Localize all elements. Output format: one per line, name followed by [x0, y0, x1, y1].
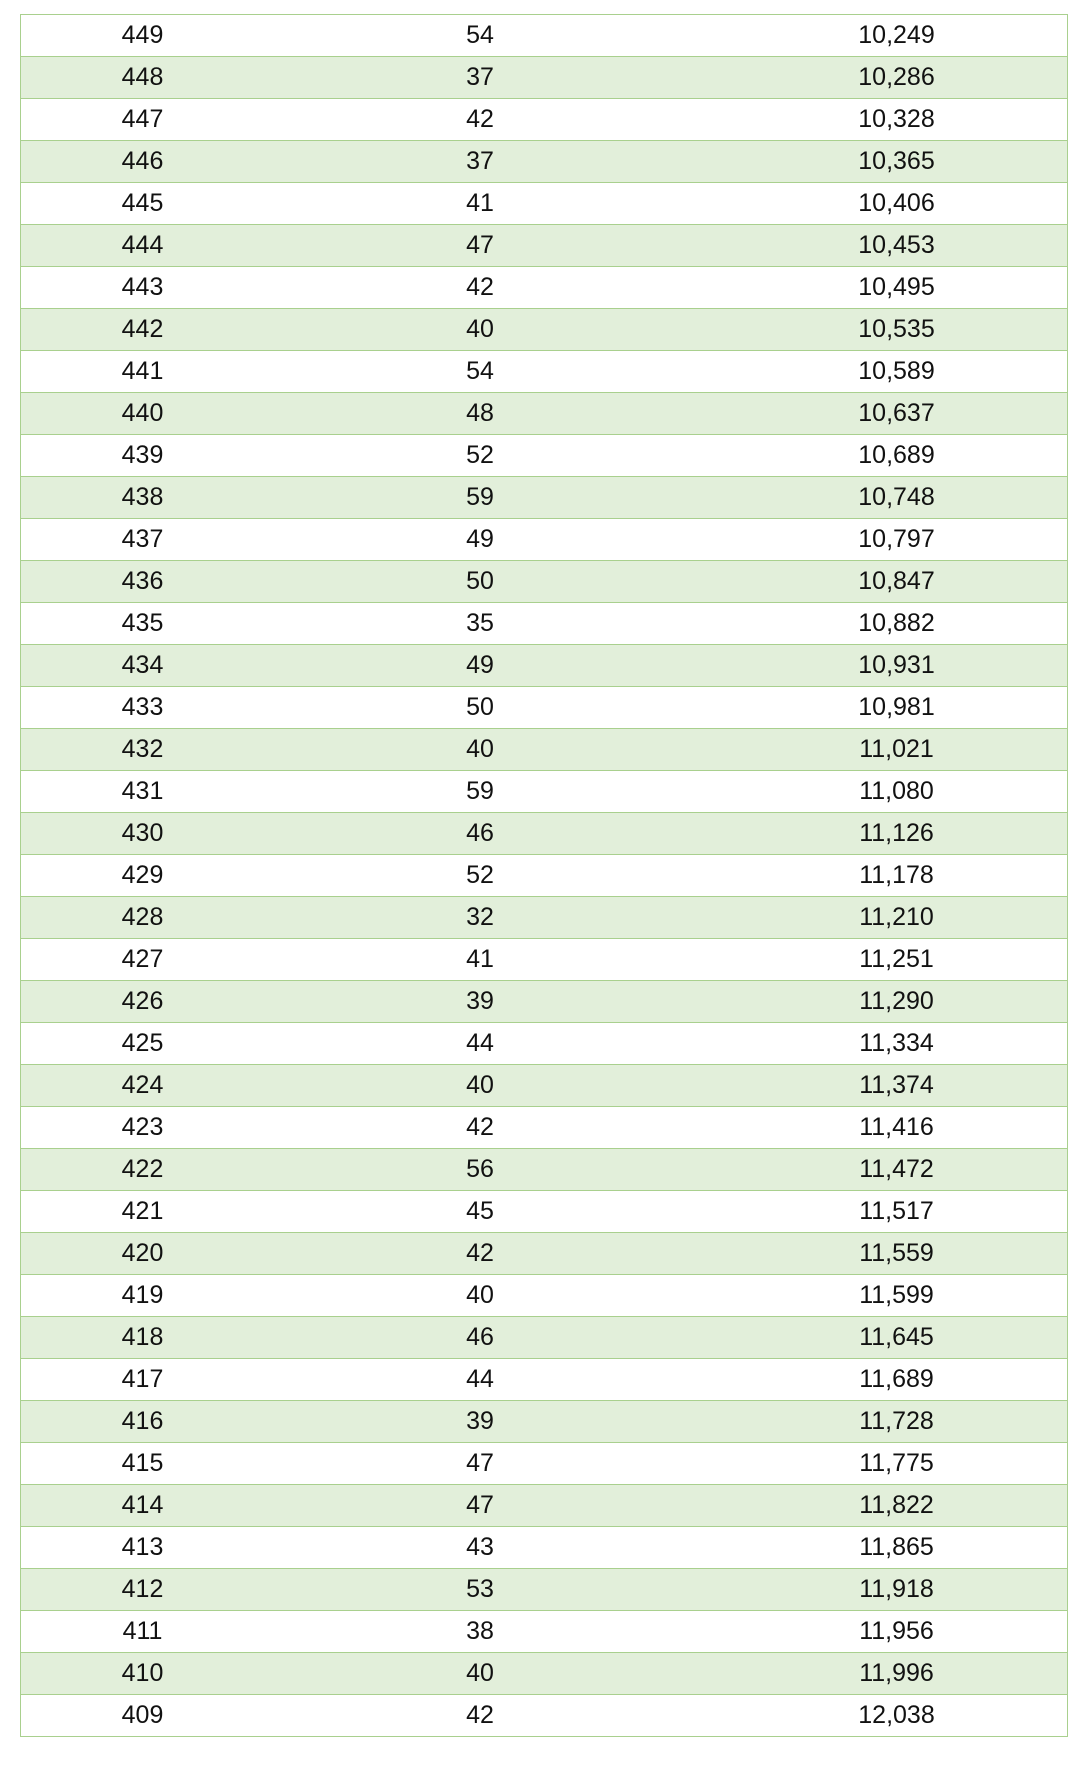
total-cell: 10,931 — [858, 651, 935, 679]
total-cell: 10,589 — [858, 357, 935, 385]
count-cell: 40 — [466, 315, 494, 343]
total-cell: 10,453 — [858, 231, 935, 259]
count-cell: 59 — [466, 483, 494, 511]
row-number-cell: 428 — [121, 903, 164, 931]
total-cell: 10,286 — [858, 63, 935, 91]
count-cell: 41 — [466, 189, 494, 217]
table-row — [21, 939, 1067, 981]
row-number-cell: 448 — [121, 63, 164, 91]
count-cell: 40 — [466, 1071, 494, 1099]
total-cell: 10,249 — [858, 21, 935, 49]
row-number-cell: 445 — [121, 189, 164, 217]
table-row — [21, 99, 1067, 141]
row-number-cell: 425 — [121, 1029, 164, 1057]
table-row — [21, 1695, 1067, 1737]
row-number-cell: 410 — [121, 1659, 164, 1687]
count-cell: 39 — [466, 987, 494, 1015]
row-number-cell: 412 — [121, 1575, 164, 1603]
table-row — [21, 1149, 1067, 1191]
count-cell: 47 — [466, 231, 494, 259]
table-row — [21, 15, 1067, 57]
count-cell: 42 — [466, 273, 494, 301]
row-number-cell: 433 — [121, 693, 164, 721]
total-cell: 11,996 — [859, 1659, 934, 1687]
row-number-cell: 424 — [121, 1071, 164, 1099]
count-cell: 39 — [466, 1407, 494, 1435]
row-number-cell: 437 — [121, 525, 164, 553]
total-cell: 11,210 — [859, 903, 934, 931]
row-number-cell: 422 — [121, 1155, 164, 1183]
total-cell: 11,822 — [859, 1491, 934, 1519]
count-cell: 42 — [466, 1239, 494, 1267]
total-cell: 11,865 — [859, 1533, 934, 1561]
total-cell: 11,126 — [859, 819, 934, 847]
row-number-cell: 443 — [121, 273, 164, 301]
count-cell: 42 — [466, 105, 494, 133]
count-cell: 49 — [466, 651, 494, 679]
count-cell: 50 — [466, 567, 494, 595]
row-number-cell: 446 — [121, 147, 164, 175]
row-number-cell: 409 — [121, 1701, 164, 1729]
count-cell: 40 — [466, 1281, 494, 1309]
count-cell: 54 — [466, 357, 494, 385]
row-number-cell: 417 — [121, 1365, 164, 1393]
total-cell: 10,406 — [858, 189, 935, 217]
table-row — [21, 729, 1067, 771]
count-cell: 48 — [466, 399, 494, 427]
total-cell: 11,290 — [859, 987, 934, 1015]
row-number-cell: 431 — [121, 777, 164, 805]
total-cell: 10,365 — [858, 147, 935, 175]
count-cell: 49 — [466, 525, 494, 553]
row-number-cell: 414 — [121, 1491, 164, 1519]
table-row — [21, 1233, 1067, 1275]
table-row — [21, 1359, 1067, 1401]
row-number-cell: 418 — [121, 1323, 164, 1351]
data-table — [20, 14, 1068, 1737]
count-cell: 52 — [466, 861, 494, 889]
row-number-cell: 434 — [121, 651, 164, 679]
count-cell: 43 — [466, 1533, 494, 1561]
row-number-cell: 427 — [121, 945, 164, 973]
total-cell: 11,689 — [859, 1365, 934, 1393]
table-row — [21, 519, 1067, 561]
total-cell: 11,645 — [859, 1323, 934, 1351]
row-number-cell: 415 — [121, 1449, 164, 1477]
count-cell: 47 — [466, 1491, 494, 1519]
row-number-cell: 435 — [121, 609, 164, 637]
total-cell: 11,416 — [859, 1113, 934, 1141]
table-row — [21, 981, 1067, 1023]
table-row — [21, 477, 1067, 519]
total-cell: 10,535 — [858, 315, 935, 343]
count-cell: 42 — [466, 1113, 494, 1141]
total-cell: 10,495 — [858, 273, 935, 301]
table-row — [21, 603, 1067, 645]
count-cell: 45 — [466, 1197, 494, 1225]
table-row — [21, 1611, 1067, 1653]
total-cell: 11,559 — [859, 1239, 934, 1267]
total-cell: 11,472 — [859, 1155, 934, 1183]
count-cell: 46 — [466, 819, 494, 847]
row-number-cell: 411 — [122, 1617, 163, 1645]
total-cell: 11,334 — [859, 1029, 934, 1057]
total-cell: 11,080 — [859, 777, 934, 805]
count-cell: 59 — [466, 777, 494, 805]
table-row — [21, 1023, 1067, 1065]
total-cell: 11,775 — [859, 1449, 934, 1477]
row-number-cell: 441 — [121, 357, 164, 385]
table-row — [21, 897, 1067, 939]
total-cell: 10,847 — [858, 567, 935, 595]
table-row — [21, 1275, 1067, 1317]
count-cell: 38 — [466, 1617, 494, 1645]
total-cell: 11,178 — [859, 861, 934, 889]
count-cell: 46 — [466, 1323, 494, 1351]
row-number-cell: 421 — [121, 1197, 164, 1225]
total-cell: 10,797 — [858, 525, 935, 553]
count-cell: 42 — [466, 1701, 494, 1729]
table-row — [21, 813, 1067, 855]
total-cell: 10,637 — [858, 399, 935, 427]
table-row — [21, 225, 1067, 267]
count-cell: 44 — [466, 1365, 494, 1393]
row-number-cell: 449 — [121, 21, 164, 49]
count-cell: 56 — [466, 1155, 494, 1183]
row-number-cell: 419 — [121, 1281, 164, 1309]
table-row — [21, 855, 1067, 897]
count-cell: 35 — [466, 609, 494, 637]
count-cell: 40 — [466, 1659, 494, 1687]
total-cell: 11,374 — [859, 1071, 934, 1099]
row-number-cell: 432 — [121, 735, 164, 763]
total-cell: 11,918 — [859, 1575, 934, 1603]
table-row — [21, 141, 1067, 183]
table-row — [21, 57, 1067, 99]
row-number-cell: 442 — [121, 315, 164, 343]
table-row — [21, 1569, 1067, 1611]
total-cell: 10,748 — [858, 483, 935, 511]
total-cell: 11,021 — [859, 735, 934, 763]
count-cell: 47 — [466, 1449, 494, 1477]
table-row — [21, 393, 1067, 435]
table-row — [21, 309, 1067, 351]
row-number-cell: 416 — [121, 1407, 164, 1435]
count-cell: 52 — [466, 441, 494, 469]
table-row — [21, 561, 1067, 603]
table-row — [21, 1107, 1067, 1149]
count-cell: 37 — [466, 63, 494, 91]
table-row — [21, 1527, 1067, 1569]
total-cell: 10,981 — [858, 693, 935, 721]
row-number-cell: 439 — [121, 441, 164, 469]
row-number-cell: 420 — [121, 1239, 164, 1267]
count-cell: 41 — [466, 945, 494, 973]
row-number-cell: 426 — [121, 987, 164, 1015]
row-number-cell: 429 — [121, 861, 164, 889]
row-number-cell: 413 — [121, 1533, 164, 1561]
table-row — [21, 1317, 1067, 1359]
count-cell: 32 — [466, 903, 494, 931]
table-row — [21, 351, 1067, 393]
count-cell: 54 — [466, 21, 494, 49]
row-number-cell: 438 — [121, 483, 164, 511]
count-cell: 40 — [466, 735, 494, 763]
table-row — [21, 435, 1067, 477]
table-row — [21, 1191, 1067, 1233]
total-cell: 11,251 — [859, 945, 934, 973]
table-row — [21, 267, 1067, 309]
count-cell: 37 — [466, 147, 494, 175]
total-cell: 10,882 — [858, 609, 935, 637]
total-cell: 12,038 — [858, 1701, 935, 1729]
row-number-cell: 430 — [121, 819, 164, 847]
total-cell: 10,689 — [858, 441, 935, 469]
table-row — [21, 645, 1067, 687]
total-cell: 10,328 — [858, 105, 935, 133]
count-cell: 53 — [466, 1575, 494, 1603]
row-number-cell: 447 — [121, 105, 164, 133]
total-cell: 11,599 — [859, 1281, 934, 1309]
total-cell: 11,956 — [859, 1617, 934, 1645]
count-cell: 50 — [466, 693, 494, 721]
row-number-cell: 440 — [121, 399, 164, 427]
count-cell: 44 — [466, 1029, 494, 1057]
total-cell: 11,517 — [859, 1197, 934, 1225]
row-number-cell: 436 — [121, 567, 164, 595]
total-cell: 11,728 — [859, 1407, 934, 1435]
row-number-cell: 444 — [121, 231, 164, 259]
table-row — [21, 1485, 1067, 1527]
table-row — [21, 1401, 1067, 1443]
table-row — [21, 1065, 1067, 1107]
table-row — [21, 771, 1067, 813]
row-number-cell: 423 — [121, 1113, 164, 1141]
table-row — [21, 1653, 1067, 1695]
table-row — [21, 1443, 1067, 1485]
table-row — [21, 687, 1067, 729]
table-row — [21, 183, 1067, 225]
